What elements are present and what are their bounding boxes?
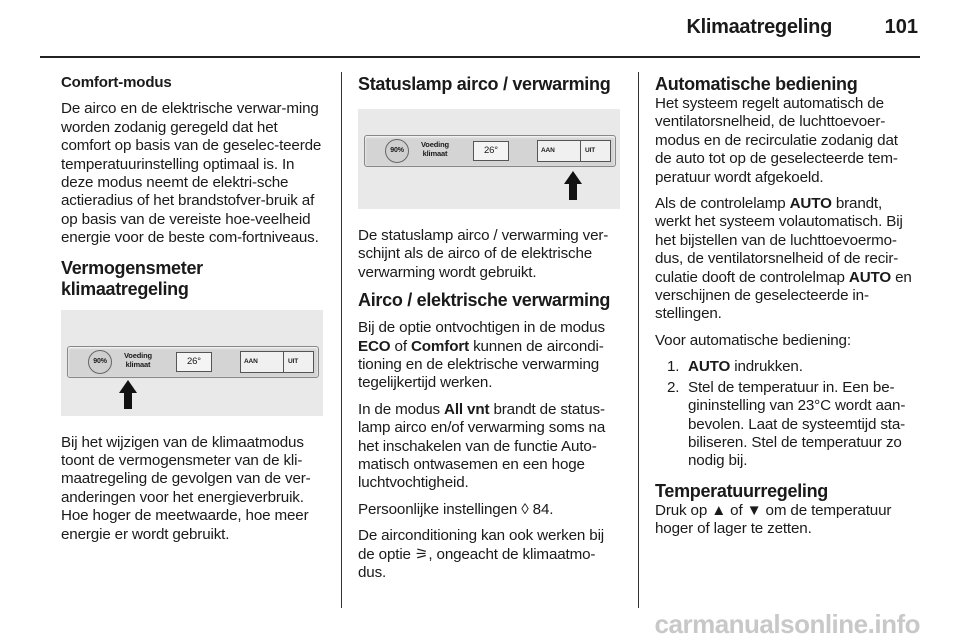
- watermark: carmanualsonline.info: [654, 609, 920, 639]
- page-number: 101: [884, 16, 918, 38]
- status-paragraph: De statuslamp airco / verwarming ver-schijnt als de airco of de elektrische verwarming wordt gebruikt.: [358, 227, 609, 281]
- status-heading: Statuslamp airco / verwarming: [358, 74, 611, 94]
- auto-paragraph-1: Het systeem regelt automatisch de ventilatorsnelheid, de luchttoevoer-modus en de recirculatie zodanig dat de auto tot op de geselecteerde tem-peratuur wordt afgekoeld.: [655, 95, 898, 186]
- auto-paragraph-2: Als de controlelamp AUTO brandt, werkt het systeem volautomatisch. Bij het bijstellen van de luchttoevoermo-dus, de ventilatorsnelheid of de recir-culatie dooft de controlelmap AUTO en verschijnen de geselecteerde in-stellingen.: [655, 195, 912, 323]
- mode-label: Voeding klimaat: [421, 140, 449, 158]
- page-header: [0, 0, 960, 58]
- column-divider: [638, 72, 639, 608]
- temperature-display: 26°: [176, 352, 212, 372]
- heating-paragraph-2: In de modus All vnt brandt de status-lamp airco en/of verwarming soms na het inschakelen van de functie Auto-matisch ontwasemen en een hoge luchtvochtigheid.: [358, 400, 606, 492]
- header-rule: [40, 56, 920, 58]
- mode-label: Voeding klimaat: [124, 350, 152, 369]
- temperature-paragraph: Druk op ▲ of ▼ om de temperatuur hoger of lager te zetten.: [655, 501, 892, 538]
- column-left: [61, 74, 323, 552]
- auto-label: AUTO: [848, 268, 892, 286]
- temperature-display: 26°: [473, 141, 509, 161]
- list-item: 2. Stel de temperatuur in. Een be-gininstelling van 23°C wordt aan-bevolen. Laat de systeemtijd sta-biliseren. Stel de temperatuur zo nodig bij.: [667, 378, 906, 470]
- temperature-heading: Temperatuurregeling: [655, 480, 828, 501]
- column-divider: [341, 72, 342, 608]
- heating-heading: Airco / elektrische verwarming: [358, 290, 611, 311]
- power-meter-knob: 90%: [88, 350, 112, 374]
- ac-off-label: UIT: [580, 141, 595, 161]
- ac-off-label: UIT: [283, 352, 298, 372]
- climate-panel: [67, 346, 319, 378]
- meter-paragraph: Bij het wijzigen van de klimaatmodus toont de vermogensmeter van de kli-maatregeling de gevolgen van de ver-anderingen voor het energieverbruik. Hoe hoger de meetwaarde, hoe meer energie er wordt gebruikt.: [61, 433, 311, 543]
- ac-status-box: [537, 140, 611, 162]
- all-vnt-label: All vnt: [444, 400, 490, 418]
- column-middle: [358, 74, 620, 591]
- personal-settings-reference: Persoonlijke instellingen ◊ 84.: [358, 500, 554, 518]
- comfort-mode-label: Comfort: [410, 337, 469, 355]
- status-lamp-figure: [358, 109, 620, 209]
- climate-panel: [364, 135, 616, 167]
- power-meter-knob: 90%: [385, 139, 409, 163]
- comfort-heading: Comfort-modus: [61, 74, 172, 91]
- pointer-arrow-icon: [564, 171, 582, 184]
- ac-status-box: [240, 351, 314, 373]
- climate-panel-figure: [61, 310, 323, 416]
- auto-label: AUTO: [688, 358, 731, 376]
- pointer-arrow-stem: [124, 393, 132, 409]
- page-title: Klimaatregeling: [686, 16, 832, 38]
- meter-heading: Vermogensmeter klimaatregeling: [61, 257, 203, 299]
- comfort-paragraph: De airco en de elektrische verwar-ming worden zodanig geregeld dat het comfort op basis van de geselec-teerde temperatuurinstelling optimaal is. In deze modus neemt de elektri-sche actieradius of het brandstofver-bruik af op basis van de vereiste hoe-veelheid energie voor de beste com-fortniveaus.: [61, 100, 322, 247]
- auto-label: AUTO: [789, 195, 832, 213]
- column-right: [655, 74, 917, 547]
- pointer-arrow-stem: [569, 184, 577, 200]
- ac-on-label: AAN: [541, 147, 555, 154]
- steps-list: [655, 358, 917, 470]
- ac-on-label: AAN: [244, 357, 258, 365]
- auto-heading: Automatische bediening: [655, 74, 858, 94]
- heating-paragraph-1: Bij de optie ontvochtigen in de modus ECO of Comfort kunnen de aircondi-tioning en de elektrische verwarming tegelijkertijd werken.: [358, 319, 605, 392]
- heating-paragraph-4: De airconditioning kan ook werken bij de optie ⚞, ongeacht de klimaatmo-dus.: [358, 527, 605, 582]
- auto-paragraph-3: Voor automatische bediening:: [655, 331, 851, 349]
- eco-mode-label: ECO: [358, 337, 391, 355]
- pointer-arrow-icon: [119, 380, 137, 393]
- list-item: 1. AUTO indrukken.: [667, 358, 803, 376]
